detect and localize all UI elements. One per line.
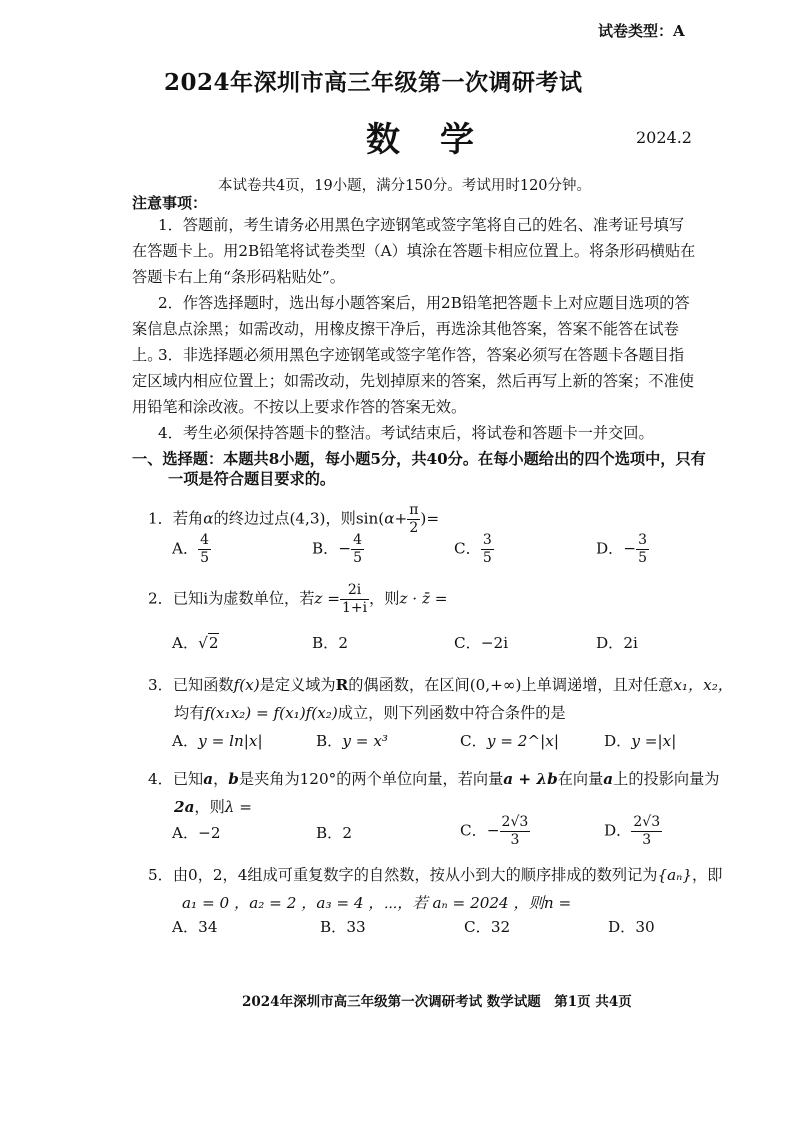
q2-option-c[interactable]: C．−2i	[454, 634, 509, 652]
q3-option-d[interactable]: D．y =|x|	[604, 732, 677, 750]
q1-option-a[interactable]: A． $\frac{4}{5}$	[172, 532, 210, 566]
question-2-stem: 2．已知i为虚数单位，若z = $\frac{2i}{1+i}$ ，则z · z̄ =	[148, 582, 448, 616]
question-1-stem: 1．若角α的终边过点(4,3)，则sin(α+ $\frac{\pi}{2}$ )=	[148, 502, 440, 536]
q5-option-a[interactable]: A．34	[172, 918, 218, 936]
question-4-line1: 4．已知a，b是夹角为120°的两个单位向量，若向量a + λb在向量a上的投影向量为	[148, 770, 720, 788]
q4-option-c[interactable]: C．− $\frac{2√3}{3}$	[460, 814, 529, 848]
q4-option-b[interactable]: B．2	[316, 824, 353, 842]
q1-option-c[interactable]: C． $\frac{3}{5}$	[454, 532, 492, 566]
q3-option-b[interactable]: B．y = x³	[316, 732, 388, 750]
notice-heading: 注意事项：	[132, 194, 208, 212]
notice-item-1: 1．答题前，考生请务必用黑色字迹钢笔或签字笔将自己的姓名、准考证号填写在答题卡上。用2B铅笔将试卷类型（A）填涂在答题卡相应位置上。将条形码横贴在答题卡右上角“条形码粘贴处”。	[132, 216, 696, 286]
q5-option-b[interactable]: B．33	[320, 918, 366, 936]
question-3-line1: 3．已知函数f(x)是定义域为R的偶函数，在区间(0,+∞)上单调递增，且对任意x₁，x₂，	[148, 676, 733, 694]
section-heading-line1: 一、选择题：本题共8小题，每小题5分，共40分。在每小题给出的四个选项中，只有	[132, 450, 706, 468]
question-4-line2: 2a，则λ =	[174, 798, 252, 816]
notice-item-4: 4．考生必须保持答题卡的整洁。考试结束后，将试卷和答题卡一并交回。	[158, 424, 654, 442]
section-heading-line2: 一项是符合题目要求的。	[168, 470, 336, 488]
question-3-line2: 均有f(x₁x₂) = f(x₁)f(x₂)成立，则下列函数中符合条件的是	[174, 704, 566, 722]
q3-option-c[interactable]: C．y = 2^|x|	[460, 732, 559, 750]
q1-option-d[interactable]: D．− $\frac{3}{5}$	[596, 532, 648, 566]
exam-date: 2024.2	[636, 128, 692, 147]
q1-option-b[interactable]: B．− $\frac{4}{5}$	[312, 532, 363, 566]
question-5-line2: a₁ = 0 ，a₂ = 2 ，a₃ = 4 ，⋯，若 aₙ = 2024 ，则n =	[182, 894, 572, 912]
exam-info: 本试卷共4页，19小题，满分150分。考试用时120分钟。	[218, 178, 592, 194]
q2-option-b[interactable]: B．2	[312, 634, 349, 652]
q2-option-d[interactable]: D．2i	[596, 634, 638, 652]
question-5-line1: 5．由0，2，4组成可重复数字的自然数，按从小到大的顺序排成的数列记为{aₙ}，即	[148, 866, 723, 884]
paper-type: 试卷类型：A	[598, 22, 685, 40]
q3-option-a[interactable]: A．y = ln|x|	[172, 732, 263, 750]
q2-option-a[interactable]: A．√2	[172, 634, 219, 652]
q4-option-a[interactable]: A．−2	[172, 824, 221, 842]
page-footer: 2024年深圳市高三年级第一次调研考试 数学试题 第1页 共4页	[242, 994, 632, 1010]
subject-title: 数学	[366, 120, 514, 160]
q5-option-c[interactable]: C．32	[464, 918, 511, 936]
notice-item-2: 2．作答选择题时，选出每小题答案后，用2B铅笔把答题卡上对应题目选项的答案信息点涂黑；如需改动，用橡皮擦干净后，再选涂其他答案，答案不能答在试卷上。	[132, 294, 690, 364]
notice-item-3: 3．非选择题必须用黑色字迹钢笔或签字笔作答，答案必须写在答题卡各题目指定区域内相应位置上；如需改动，先划掉原来的答案，然后再写上新的答案；不准使用铅笔和涂改液。不按以上要求作答的答案无效。	[132, 346, 694, 416]
exam-title: 2024年深圳市高三年级第一次调研考试	[164, 69, 583, 96]
q5-option-d[interactable]: D．30	[608, 918, 655, 936]
q4-option-d[interactable]: D． $\frac{2√3}{3}$	[604, 814, 661, 848]
